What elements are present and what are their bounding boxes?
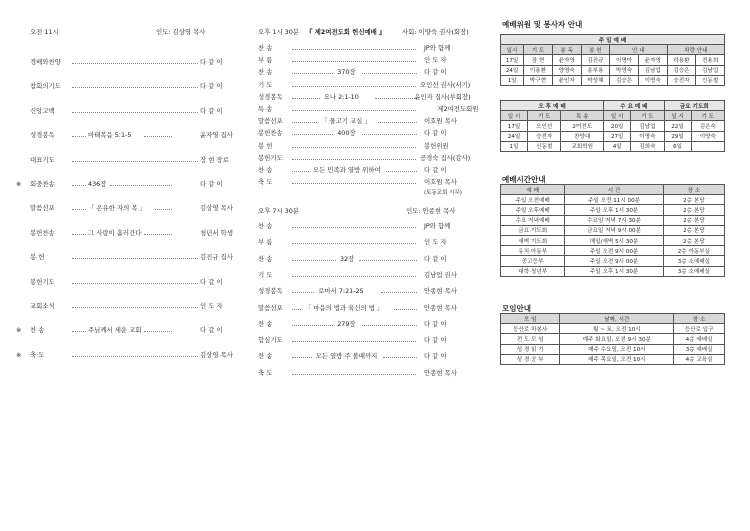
table-cell: 송부용	[581, 65, 610, 75]
table-cell	[691, 141, 724, 151]
dot-leader	[378, 122, 417, 123]
table-cell: 김승은	[667, 65, 696, 75]
table-header: 봉 헌	[581, 45, 610, 55]
dot-leader	[359, 260, 417, 261]
dot-leader	[292, 147, 416, 148]
table-row	[501, 235, 725, 245]
order-person: 제2여전도회원	[437, 105, 479, 113]
order-label: 찬 송	[258, 68, 273, 77]
table-header: 기 도	[524, 45, 553, 55]
order-person: 다 같 이	[424, 336, 447, 345]
order-person: 다 같 이	[200, 326, 223, 335]
table-cell: 승전자	[667, 75, 696, 85]
order-detail: 436장	[88, 180, 107, 188]
dot-leader	[362, 73, 417, 74]
order-person: 윤자영 집사	[200, 131, 233, 140]
service-time: 오후 7시 30분	[258, 207, 299, 215]
table-row	[501, 65, 725, 75]
order-label: 대표기도	[30, 155, 55, 164]
table-row	[501, 141, 725, 151]
order-person: 김상영 목사	[200, 350, 233, 359]
table-cell: 이명숙	[638, 75, 667, 85]
order-detail: 로마서 7:21-25	[318, 287, 364, 296]
order-label: 기 도	[258, 80, 273, 89]
table-cell: 김남업	[696, 65, 725, 75]
order-detail: 「 마음의 법과 육신의 법 」	[304, 303, 384, 312]
dot-leader	[72, 356, 198, 357]
table-header: 차량 안내	[667, 45, 724, 55]
mark: ※	[16, 326, 22, 335]
table-cell: 2여전도	[561, 121, 604, 131]
dot-leader	[292, 110, 416, 111]
table-caption: 금요 기도회	[664, 101, 724, 111]
mark: ※	[16, 180, 22, 188]
order-label: 말씀선포	[30, 204, 55, 213]
service-leader: 인도: 김상영 목사	[156, 28, 206, 36]
table-header: 기 도	[691, 111, 724, 121]
order-person: 안종현 목사	[424, 287, 457, 296]
section-title-volunteers: 예배위원 및 봉사자 안내	[502, 20, 583, 29]
table-header: 봉 독	[552, 45, 581, 55]
table-cell: 17일	[501, 55, 524, 65]
table-header: 예 배	[501, 185, 565, 195]
table-cell: 신동철	[696, 75, 725, 85]
order-person: 김진규 집사	[200, 253, 233, 262]
order-detail: 370장	[337, 68, 356, 77]
table-cell: 승전자	[528, 131, 561, 141]
order-person: 다 같 이	[424, 319, 447, 328]
table-row	[501, 205, 725, 215]
table-cell: 주일 오후예배	[501, 205, 565, 215]
order-label: 봉헌기도	[30, 277, 55, 286]
service-time: 오후 1시 30분	[258, 28, 299, 36]
weekday-volunteer-table	[500, 100, 725, 152]
dot-leader	[72, 161, 198, 162]
order-label: 성경봉독	[258, 92, 283, 101]
table-cell: 이명숙	[631, 131, 664, 141]
order-person: 안종현 목사	[424, 368, 457, 377]
order-label: 축 도	[258, 368, 273, 377]
table-cell: 2층 본당	[663, 205, 724, 215]
table-cell: 하용환	[667, 55, 696, 65]
order-person: 안종현 목사	[424, 303, 457, 312]
order-person: 김상영 목사	[200, 204, 233, 213]
order-label: 말씀선포	[258, 303, 283, 312]
table-header: 일 시	[664, 111, 691, 121]
table-cell: 김남업	[638, 65, 667, 75]
service-host: 사회: 이양숙 권사(회장)	[402, 28, 469, 36]
dot-leader	[72, 185, 86, 186]
table-caption: 오 후 예 배	[501, 101, 604, 111]
dot-leader	[386, 171, 417, 172]
order-detail: 「 물고기 교실 」	[321, 117, 371, 126]
table-cell: 27일	[604, 131, 631, 141]
table-cell: 이용환	[524, 65, 553, 75]
table-caption: 수 요 예 배	[604, 101, 664, 111]
table-header: 특 송	[561, 111, 604, 121]
table-cell: 수요 저녁예배	[501, 215, 565, 225]
order-person: JP와 함께	[424, 222, 451, 230]
dot-leader	[292, 159, 416, 160]
dot-leader	[72, 112, 198, 113]
dot-leader	[110, 185, 172, 186]
table-cell: 월 ~ 토, 오전 10시	[560, 324, 674, 334]
order-label: 부 름	[258, 56, 273, 65]
note: (토동교회 시무)	[424, 190, 462, 196]
table-header: 날짜, 시간	[560, 314, 674, 324]
dot-leader	[72, 234, 86, 235]
order-label: 봉헌기도	[258, 153, 283, 162]
order-label: 찬 송	[258, 222, 273, 230]
table-cell: 유치·아동부	[501, 246, 565, 256]
table-cell: 박성혜	[581, 75, 610, 85]
dot-leader	[72, 258, 198, 259]
table-cell: 대학·청년부	[501, 266, 565, 276]
table-cell: 주일 오전 9시 00분	[565, 246, 663, 256]
order-label: 합심기도	[258, 336, 283, 345]
table-cell: 2층 본당	[663, 215, 724, 225]
table-cell: 성 경 읽 기	[501, 344, 560, 354]
dot-leader	[72, 331, 86, 332]
table-cell: 17일	[501, 121, 528, 131]
order-label: 신앙고백	[30, 106, 55, 115]
order-detail: 32장	[339, 254, 355, 263]
order-person: 다 같 이	[200, 180, 223, 188]
table-cell: 6일	[664, 141, 691, 151]
dot-leader	[292, 86, 416, 87]
table-cell: 4층 교육실	[674, 354, 725, 364]
table-row	[501, 334, 725, 344]
table-cell: 주일 오전 11시 00분	[565, 195, 663, 205]
dot-leader	[362, 325, 417, 326]
table-row	[501, 344, 725, 354]
order-label: 부 름	[258, 238, 273, 247]
table-cell: 윤인자	[552, 75, 581, 85]
table-row	[501, 131, 725, 141]
table-header: 장 소	[663, 185, 724, 195]
order-label: 봉헌찬송	[30, 228, 55, 237]
table-cell: 신동철	[528, 141, 561, 151]
table-header: 장 소	[674, 314, 725, 324]
schedule-table	[500, 184, 725, 277]
order-label: 회중찬송	[30, 180, 55, 188]
dot-leader	[292, 309, 301, 310]
dot-leader	[292, 98, 320, 99]
table-row	[501, 324, 725, 334]
dot-leader	[144, 234, 172, 235]
table-cell: 주일 오전예배	[501, 195, 565, 205]
service-title: 『 제2여전도회 헌신예배 』	[306, 28, 386, 36]
order-label: 성경봉독	[258, 287, 283, 296]
order-person: 다 같 이	[424, 129, 447, 138]
order-person: 청년서 학생	[200, 228, 233, 237]
order-person: 인 도 자	[424, 56, 447, 65]
order-person: 장 현 장로	[200, 155, 229, 164]
table-cell: 3층 소예배실	[663, 256, 724, 266]
dot-leader	[292, 134, 333, 135]
dot-leader	[292, 341, 416, 342]
order-label: 찬 송	[258, 254, 273, 263]
meeting-table	[500, 313, 725, 365]
table-cell: 김승은	[610, 75, 639, 85]
table-row	[501, 246, 725, 256]
order-detail: 모든 민족과 열방 위하여	[312, 166, 381, 174]
table-cell: 3층 소예배실	[663, 266, 724, 276]
dot-leader	[292, 243, 416, 244]
mark: ※	[16, 350, 22, 359]
table-cell: 김희숙	[631, 141, 664, 151]
table-cell: 수요일 저녁 7시 30분	[565, 215, 663, 225]
table-row	[501, 215, 725, 225]
table-cell: 주일 오후 1시 30분	[565, 205, 663, 215]
order-person: 다 같 이	[424, 68, 447, 77]
dot-leader	[72, 283, 198, 284]
table-cell: 장 현	[524, 55, 553, 65]
dot-leader	[292, 73, 333, 74]
order-person: 인 도 자	[200, 302, 223, 310]
table-cell: 김진규	[581, 55, 610, 65]
table-cell: 3층 예배실	[674, 344, 725, 354]
table-cell: 김남업	[631, 121, 664, 131]
table-cell: 전용희	[696, 55, 725, 65]
table-cell: 20일	[604, 121, 631, 131]
order-person: 다 같 이	[200, 106, 223, 115]
table-cell: 중고등부	[501, 256, 565, 266]
dot-leader	[292, 276, 416, 277]
order-label: 찬 송	[258, 166, 273, 174]
dot-leader	[292, 171, 309, 172]
dot-leader	[292, 357, 312, 358]
table-row	[501, 75, 725, 85]
table-cell: 박영숙	[610, 65, 639, 75]
table-cell: 4일	[604, 141, 631, 151]
dot-leader	[292, 292, 314, 293]
table-cell: 4층 예배실	[674, 334, 725, 344]
table-cell: 2층 본당	[663, 195, 724, 205]
order-person: 김남업 권사	[424, 270, 457, 279]
table-cell: 22일	[664, 121, 691, 131]
order-detail: 그 사랑이 흘러간다	[88, 228, 142, 237]
dot-leader	[72, 209, 86, 210]
dot-leader	[292, 183, 416, 184]
dot-leader	[72, 63, 198, 64]
table-cell: 주일 오후 1시 30분	[565, 266, 663, 276]
dot-leader	[381, 292, 417, 293]
table-cell: 전 도 모 임	[501, 334, 560, 344]
order-person: 공경숙 집사(감사)	[420, 153, 471, 162]
order-person: 다 같 이	[424, 254, 447, 263]
table-cell: 매주 목요일, 오전 10시	[560, 354, 674, 364]
table-cell: 찬양대	[561, 131, 604, 141]
dot-leader	[72, 136, 86, 137]
order-label: 축 도	[258, 178, 273, 187]
order-label: 특 송	[258, 105, 273, 113]
table-cell: 2층 아동부실	[663, 246, 724, 256]
dot-leader	[394, 309, 417, 310]
order-label: 찬 송	[258, 44, 273, 52]
order-person: 이호원 목사	[424, 117, 457, 126]
table-cell: 이양숙	[691, 131, 724, 141]
order-label: 찬 송	[30, 326, 45, 335]
table-cell: 오인선	[528, 121, 561, 131]
table-header: 일 시	[501, 111, 528, 121]
table-cell: 금요 기도회	[501, 225, 565, 235]
dot-leader	[292, 374, 416, 375]
order-label: 교회소식	[30, 302, 55, 310]
table-cell: 이명아	[610, 55, 639, 65]
dot-leader	[72, 87, 198, 88]
order-person: 봉헌위원	[424, 141, 449, 150]
order-person: 다 같 이	[200, 82, 223, 91]
order-label: 찬 송	[258, 352, 273, 361]
table-cell: 주일 오전 9시 00분	[565, 256, 663, 266]
sunday-volunteer-table	[500, 34, 725, 86]
dot-leader	[375, 98, 417, 99]
order-detail: 400장	[337, 129, 356, 138]
table-cell: 윤자영	[638, 55, 667, 65]
table-row	[501, 225, 725, 235]
dot-leader	[155, 209, 172, 210]
table-cell: 등산로 차봉사	[501, 324, 560, 334]
table-cell: 박구현	[524, 75, 553, 85]
table-row	[501, 266, 725, 276]
table-row	[501, 55, 725, 65]
order-person: 인 도 자	[424, 238, 447, 247]
table-header: 안 내	[610, 45, 667, 55]
table-cell: 새벽 기도회	[501, 235, 565, 245]
service-time: 오전 11시	[30, 28, 59, 36]
table-cell: 24일	[501, 131, 528, 141]
table-row	[501, 354, 725, 364]
dot-leader	[383, 357, 417, 358]
dot-leader	[362, 134, 417, 135]
table-cell: 매주 화요일, 오전 9시 30분	[560, 334, 674, 344]
order-label: 말씀선포	[258, 117, 283, 126]
table-cell: 2층 본당	[663, 235, 724, 245]
order-person: 다 같 이	[424, 166, 447, 174]
dot-leader	[72, 307, 198, 308]
order-label: 봉헌찬송	[258, 129, 283, 138]
dot-leader	[292, 49, 416, 50]
table-cell: 김은숙	[691, 121, 724, 131]
dot-leader	[292, 122, 317, 123]
section-title-schedule: 예배시간안내	[502, 175, 546, 184]
order-label: 기 도	[258, 270, 273, 279]
table-cell: 양영숙	[552, 65, 581, 75]
order-detail: 마태복음 5:1-5	[88, 131, 132, 140]
table-row	[501, 195, 725, 205]
order-label: 참회의기도	[30, 82, 61, 91]
order-detail: 279장	[337, 319, 356, 328]
table-header: 일 시	[604, 111, 631, 121]
order-person: JP와 함께	[424, 44, 451, 52]
table-cell: 교회학원	[561, 141, 604, 151]
dot-leader	[292, 260, 336, 261]
order-label: 축 도	[30, 350, 45, 359]
table-cell: 1일	[501, 141, 528, 151]
section-title-meetings: 모임안내	[502, 304, 531, 313]
table-header: 모 임	[501, 314, 560, 324]
table-cell: 29일	[664, 131, 691, 141]
table-header: 시 간	[565, 185, 663, 195]
order-detail: 요나 2:1-10	[323, 92, 359, 101]
order-label: 찬 송	[258, 319, 273, 328]
service-leader: 인도: 안종현 목사	[406, 207, 456, 215]
table-header: 기 도	[528, 111, 561, 121]
order-label: 경배와찬양	[30, 58, 61, 66]
dot-leader	[292, 325, 333, 326]
table-caption: 주 일 예 배	[501, 35, 725, 45]
dot-leader	[292, 61, 416, 62]
table-cell: 금요일 저녁 9시 00분	[565, 225, 663, 235]
table-cell: 매주 수요일, 오전 10시	[560, 344, 674, 354]
order-person: 다 같 이	[200, 58, 223, 66]
order-person: 이호원 목사	[424, 178, 457, 187]
table-cell: 등산로 입구	[674, 324, 725, 334]
dot-leader	[144, 136, 172, 137]
table-row	[501, 121, 725, 131]
order-person: 다 같 이	[424, 352, 447, 361]
table-cell: 성 경 공 부	[501, 354, 560, 364]
table-row	[501, 256, 725, 266]
dot-leader	[144, 331, 172, 332]
order-label: 봉 헌	[258, 141, 273, 150]
table-header: 일시	[501, 45, 524, 55]
table-cell: 2층 본당	[663, 225, 724, 235]
order-detail: 「 온유한 자의 복 」	[88, 204, 146, 213]
dot-leader	[292, 227, 416, 228]
order-person: 다 같 이	[200, 277, 223, 286]
table-header: 기 도	[631, 111, 664, 121]
table-cell: 매일/새벽 5시 30분	[565, 235, 663, 245]
order-person: 오인선 권사(서기)	[420, 80, 471, 89]
order-detail: 주님께서 세운 교회	[88, 326, 142, 335]
table-cell: 윤자영	[552, 55, 581, 65]
order-detail: 모든 열방 주 볼때까지	[315, 352, 378, 361]
table-cell: 1일	[501, 75, 524, 85]
order-person: 윤인자 집사(부회장)	[414, 92, 471, 101]
table-cell: 24일	[501, 65, 524, 75]
order-label: 성경봉독	[30, 131, 55, 140]
order-label: 봉 헌	[30, 253, 45, 262]
